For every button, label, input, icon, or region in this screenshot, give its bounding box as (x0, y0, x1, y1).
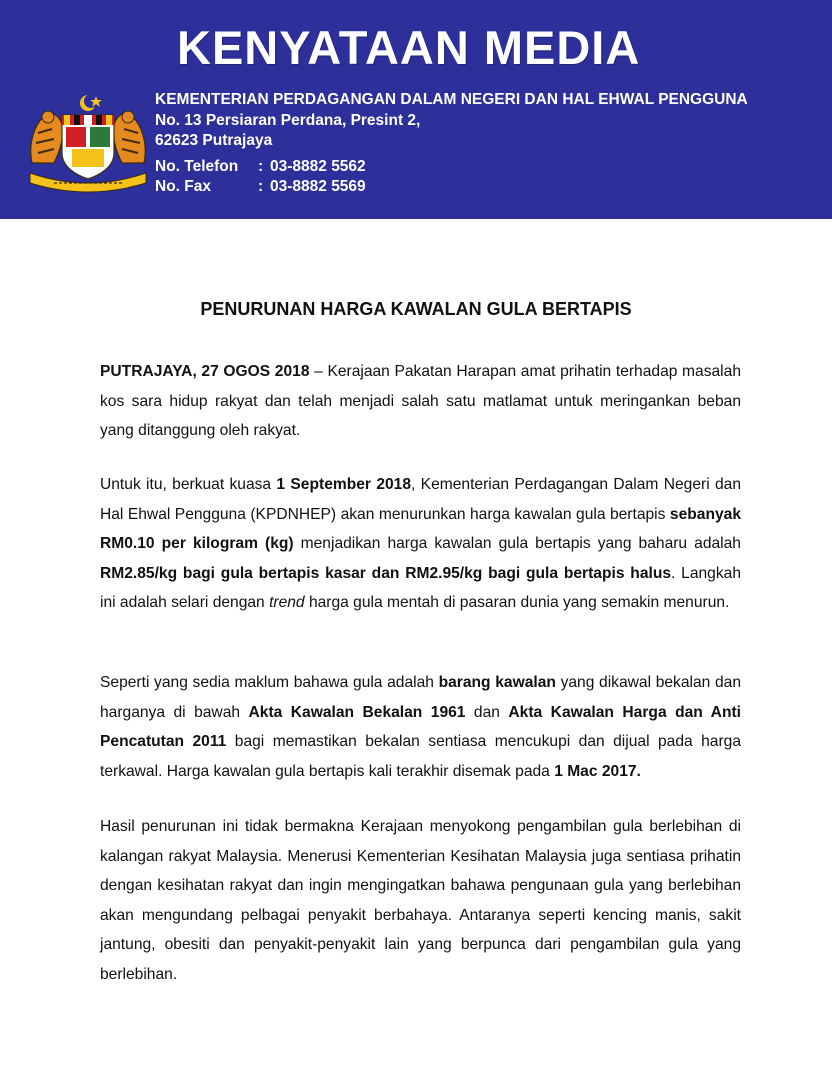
p2-text-4: . Langkah ini adalah selari dengan (100, 564, 741, 611)
phone-value: 03-8882 5562 (270, 158, 366, 175)
p3-text-1: Seperti yang sedia maklum bahawa gula adalah (100, 674, 439, 691)
p2-text-1: Untuk itu, berkuat kuasa (100, 476, 277, 493)
p3-text-4: bagi memastikan bekalan sentiasa mencukupi dan dijual pada harga terkawal. Harga kawalan gula bertapis kali terakhir disemak pada (100, 733, 741, 780)
phone-row (155, 157, 366, 177)
fax-row (155, 177, 366, 197)
controlled-goods: barang kawalan (438, 674, 556, 691)
document-title: PENURUNAN HARGA KAWALAN GULA BERTAPIS (200, 299, 632, 319)
paragraph-4 (100, 812, 741, 989)
dateline: PUTRAJAYA, 27 OGOS 2018 (100, 363, 310, 380)
paragraph-1-text: Kerajaan Pakatan Harapan amat prihatin terhadap masalah kos sara hidup rakyat dan telah menjadi salah satu matlamat untuk meringankan beban yang ditanggung oleh rakyat. (100, 363, 741, 439)
price-reduction: sebanyak RM0.10 per kilogram (kg) (100, 505, 741, 552)
header-title: KENYATAAN MEDIA (177, 21, 641, 74)
p2-text-3: menjadikan harga kawalan gula bertapis yang baharu adalah (293, 535, 741, 552)
supply-control-act: Akta Kawalan Bekalan 1961 (248, 703, 466, 721)
address-line-2: 62623 Putrajaya (155, 132, 273, 149)
media-statement-header (0, 0, 832, 219)
p2-text-2: , Kementerian Perdagangan Dalam Negeri dan Hal Ehwal Pengguna (KPDNHEP) akan menurunkan harga kawalan gula bertapis (100, 476, 741, 523)
p2-text-5: harga gula mentah di pasaran dunia yang semakin menurun. (304, 594, 730, 611)
paragraph-4-text: Hasil penurunan ini tidak bermakna Kerajaan menyokong pengambilan gula berlebihan di kalangan rakyat Malaysia. Menerusi Kementerian Kesihatan Malaysia juga sentiasa prihatin dengan kesihatan rakyat dan ingin mengingatkan bahawa pengunaan gula yang berlebihan akan mengundang pelbagai penyakit berbahaya. Antaranya seperti kencing manis, sakit jantung, obesiti dan penyakit-penyakit lain yang berpunca dari pengambilan gula yang berlebihan. (100, 818, 741, 983)
fax-value: 03-8882 5569 (270, 178, 366, 195)
last-review-date: 1 Mac 2017. (554, 762, 641, 780)
malaysia-coat-of-arms-icon (24, 93, 152, 193)
effective-date: 1 September 2018 (276, 476, 412, 493)
address-line-1: No. 13 Persiaran Perdana, Presint 2, (155, 112, 421, 129)
new-prices: RM2.85/kg bagi gula bertapis kasar dan RM2.95/kg bagi gula bertapis halus (100, 564, 672, 582)
fax-colon: : (258, 178, 264, 195)
paragraph-3 (100, 668, 741, 786)
phone-label: No. Telefon (155, 158, 239, 175)
phone-colon: : (258, 158, 264, 175)
price-control-act: Akta Kawalan Harga dan Anti Pencatutan 2011 (100, 703, 741, 750)
dateline-dash: – (309, 363, 328, 380)
trend-word: trend (269, 594, 305, 611)
p3-text-3: dan (465, 703, 509, 721)
ministry-name: KEMENTERIAN PERDAGANGAN DALAM NEGERI DAN HAL EHWAL PENGGUNA (155, 91, 748, 108)
paragraph-2 (100, 470, 741, 618)
paragraph-1 (100, 357, 741, 446)
fax-label: No. Fax (155, 178, 211, 195)
p3-text-2: yang dikawal bekalan dan harganya di bawah (100, 674, 741, 721)
